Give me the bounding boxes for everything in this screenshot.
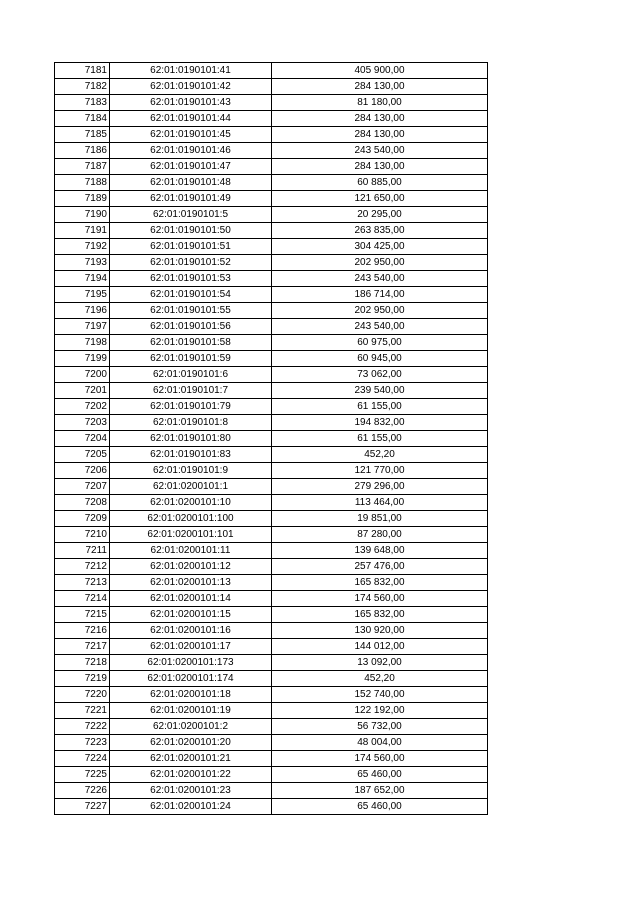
cadastral-number-cell: 62:01:0190101:51 [110, 239, 272, 255]
row-number-cell: 7209 [55, 511, 110, 527]
row-number-cell: 7211 [55, 543, 110, 559]
table-row [55, 623, 488, 639]
cadastral-number-cell: 62:01:0200101:23 [110, 783, 272, 799]
table-row [55, 431, 488, 447]
row-number-cell: 7196 [55, 303, 110, 319]
cadastral-value-table [54, 62, 488, 815]
row-number-cell: 7193 [55, 255, 110, 271]
cadastral-number-cell: 62:01:0190101:53 [110, 271, 272, 287]
cadastral-value-cell: 152 740,00 [272, 687, 488, 703]
row-number-cell: 7190 [55, 207, 110, 223]
cadastral-value-cell: 121 650,00 [272, 191, 488, 207]
cadastral-value-cell: 284 130,00 [272, 127, 488, 143]
table-row [55, 319, 488, 335]
cadastral-value-cell: 202 950,00 [272, 303, 488, 319]
cadastral-number-cell: 62:01:0200101:174 [110, 671, 272, 687]
cadastral-value-cell: 19 851,00 [272, 511, 488, 527]
table-row [55, 607, 488, 623]
row-number-cell: 7205 [55, 447, 110, 463]
cadastral-value-cell: 48 004,00 [272, 735, 488, 751]
row-number-cell: 7189 [55, 191, 110, 207]
table-row [55, 479, 488, 495]
cadastral-value-cell: 56 732,00 [272, 719, 488, 735]
table-row [55, 447, 488, 463]
cadastral-number-cell: 62:01:0200101:11 [110, 543, 272, 559]
cadastral-value-cell: 452,20 [272, 671, 488, 687]
table-row [55, 591, 488, 607]
cadastral-number-cell: 62:01:0200101:101 [110, 527, 272, 543]
row-number-cell: 7187 [55, 159, 110, 175]
table-row [55, 383, 488, 399]
table-row [55, 735, 488, 751]
cadastral-number-cell: 62:01:0190101:46 [110, 143, 272, 159]
cadastral-value-cell: 60 975,00 [272, 335, 488, 351]
cadastral-number-cell: 62:01:0190101:58 [110, 335, 272, 351]
table-row [55, 639, 488, 655]
cadastral-value-cell: 165 832,00 [272, 607, 488, 623]
cadastral-number-cell: 62:01:0200101:16 [110, 623, 272, 639]
row-number-cell: 7186 [55, 143, 110, 159]
table-row [55, 783, 488, 799]
row-number-cell: 7203 [55, 415, 110, 431]
row-number-cell: 7224 [55, 751, 110, 767]
cadastral-number-cell: 62:01:0190101:47 [110, 159, 272, 175]
table-row [55, 207, 488, 223]
cadastral-number-cell: 62:01:0200101:24 [110, 799, 272, 815]
cadastral-value-cell: 405 900,00 [272, 63, 488, 79]
cadastral-number-cell: 62:01:0200101:10 [110, 495, 272, 511]
cadastral-value-cell: 174 560,00 [272, 751, 488, 767]
row-number-cell: 7207 [55, 479, 110, 495]
row-number-cell: 7225 [55, 767, 110, 783]
cadastral-value-cell: 65 460,00 [272, 767, 488, 783]
cadastral-value-cell: 284 130,00 [272, 111, 488, 127]
row-number-cell: 7191 [55, 223, 110, 239]
cadastral-number-cell: 62:01:0200101:20 [110, 735, 272, 751]
cadastral-value-cell: 174 560,00 [272, 591, 488, 607]
cadastral-value-cell: 202 950,00 [272, 255, 488, 271]
table-row [55, 143, 488, 159]
row-number-cell: 7182 [55, 79, 110, 95]
cadastral-value-cell: 243 540,00 [272, 319, 488, 335]
row-number-cell: 7197 [55, 319, 110, 335]
row-number-cell: 7198 [55, 335, 110, 351]
table-row [55, 79, 488, 95]
row-number-cell: 7221 [55, 703, 110, 719]
cadastral-value-cell: 61 155,00 [272, 399, 488, 415]
cadastral-value-cell: 139 648,00 [272, 543, 488, 559]
table-row [55, 239, 488, 255]
cadastral-number-cell: 62:01:0190101:79 [110, 399, 272, 415]
cadastral-value-cell: 239 540,00 [272, 383, 488, 399]
cadastral-value-cell: 60 885,00 [272, 175, 488, 191]
cadastral-value-cell: 20 295,00 [272, 207, 488, 223]
cadastral-number-cell: 62:01:0200101:173 [110, 655, 272, 671]
cadastral-number-cell: 62:01:0190101:54 [110, 287, 272, 303]
cadastral-number-cell: 62:01:0190101:56 [110, 319, 272, 335]
row-number-cell: 7185 [55, 127, 110, 143]
cadastral-value-cell: 60 945,00 [272, 351, 488, 367]
table-row [55, 127, 488, 143]
row-number-cell: 7216 [55, 623, 110, 639]
cadastral-value-cell: 304 425,00 [272, 239, 488, 255]
cadastral-number-cell: 62:01:0190101:59 [110, 351, 272, 367]
row-number-cell: 7201 [55, 383, 110, 399]
cadastral-number-cell: 62:01:0190101:45 [110, 127, 272, 143]
cadastral-number-cell: 62:01:0200101:21 [110, 751, 272, 767]
row-number-cell: 7214 [55, 591, 110, 607]
cadastral-number-cell: 62:01:0190101:55 [110, 303, 272, 319]
cadastral-value-cell: 81 180,00 [272, 95, 488, 111]
row-number-cell: 7204 [55, 431, 110, 447]
row-number-cell: 7217 [55, 639, 110, 655]
table-row [55, 655, 488, 671]
cadastral-number-cell: 62:01:0200101:13 [110, 575, 272, 591]
table-row [55, 495, 488, 511]
cadastral-number-cell: 62:01:0200101:12 [110, 559, 272, 575]
cadastral-number-cell: 62:01:0190101:43 [110, 95, 272, 111]
row-number-cell: 7199 [55, 351, 110, 367]
cadastral-number-cell: 62:01:0190101:42 [110, 79, 272, 95]
table-row [55, 559, 488, 575]
cadastral-number-cell: 62:01:0190101:83 [110, 447, 272, 463]
table-row [55, 543, 488, 559]
row-number-cell: 7181 [55, 63, 110, 79]
table-row [55, 415, 488, 431]
table-row [55, 671, 488, 687]
cadastral-value-cell: 452,20 [272, 447, 488, 463]
cadastral-number-cell: 62:01:0190101:5 [110, 207, 272, 223]
cadastral-value-cell: 257 476,00 [272, 559, 488, 575]
row-number-cell: 7210 [55, 527, 110, 543]
table-row [55, 767, 488, 783]
cadastral-number-cell: 62:01:0190101:6 [110, 367, 272, 383]
table-row [55, 223, 488, 239]
row-number-cell: 7206 [55, 463, 110, 479]
row-number-cell: 7200 [55, 367, 110, 383]
row-number-cell: 7222 [55, 719, 110, 735]
table-row [55, 287, 488, 303]
cadastral-number-cell: 62:01:0190101:52 [110, 255, 272, 271]
table-row [55, 527, 488, 543]
row-number-cell: 7215 [55, 607, 110, 623]
table-row [55, 159, 488, 175]
table-row [55, 703, 488, 719]
row-number-cell: 7183 [55, 95, 110, 111]
cadastral-value-cell: 186 714,00 [272, 287, 488, 303]
cadastral-number-cell: 62:01:0200101:100 [110, 511, 272, 527]
cadastral-value-cell: 284 130,00 [272, 79, 488, 95]
row-number-cell: 7208 [55, 495, 110, 511]
table-row [55, 95, 488, 111]
cadastral-value-cell: 284 130,00 [272, 159, 488, 175]
table-row [55, 255, 488, 271]
table-row [55, 463, 488, 479]
cadastral-number-cell: 62:01:0190101:7 [110, 383, 272, 399]
cadastral-value-cell: 122 192,00 [272, 703, 488, 719]
table-row [55, 303, 488, 319]
cadastral-value-cell: 87 280,00 [272, 527, 488, 543]
cadastral-value-cell: 243 540,00 [272, 143, 488, 159]
cadastral-value-cell: 61 155,00 [272, 431, 488, 447]
row-number-cell: 7227 [55, 799, 110, 815]
cadastral-number-cell: 62:01:0190101:48 [110, 175, 272, 191]
table-row [55, 351, 488, 367]
row-number-cell: 7220 [55, 687, 110, 703]
table-row [55, 367, 488, 383]
cadastral-value-cell: 130 920,00 [272, 623, 488, 639]
row-number-cell: 7188 [55, 175, 110, 191]
cadastral-number-cell: 62:01:0200101:2 [110, 719, 272, 735]
cadastral-value-cell: 187 652,00 [272, 783, 488, 799]
table-body [55, 63, 488, 815]
cadastral-number-cell: 62:01:0200101:1 [110, 479, 272, 495]
cadastral-value-cell: 121 770,00 [272, 463, 488, 479]
cadastral-number-cell: 62:01:0190101:41 [110, 63, 272, 79]
cadastral-value-cell: 263 835,00 [272, 223, 488, 239]
cadastral-value-cell: 165 832,00 [272, 575, 488, 591]
row-number-cell: 7194 [55, 271, 110, 287]
row-number-cell: 7212 [55, 559, 110, 575]
cadastral-value-cell: 144 012,00 [272, 639, 488, 655]
cadastral-value-cell: 65 460,00 [272, 799, 488, 815]
cadastral-number-cell: 62:01:0190101:49 [110, 191, 272, 207]
row-number-cell: 7213 [55, 575, 110, 591]
table-row [55, 799, 488, 815]
table-row [55, 111, 488, 127]
row-number-cell: 7223 [55, 735, 110, 751]
cadastral-value-cell: 194 832,00 [272, 415, 488, 431]
row-number-cell: 7192 [55, 239, 110, 255]
cadastral-value-cell: 243 540,00 [272, 271, 488, 287]
cadastral-number-cell: 62:01:0190101:9 [110, 463, 272, 479]
table-row [55, 511, 488, 527]
table-row [55, 63, 488, 79]
cadastral-number-cell: 62:01:0200101:19 [110, 703, 272, 719]
cadastral-value-cell: 113 464,00 [272, 495, 488, 511]
row-number-cell: 7195 [55, 287, 110, 303]
cadastral-value-cell: 73 062,00 [272, 367, 488, 383]
cadastral-number-cell: 62:01:0200101:17 [110, 639, 272, 655]
table-row [55, 335, 488, 351]
cadastral-number-cell: 62:01:0190101:50 [110, 223, 272, 239]
cadastral-number-cell: 62:01:0200101:22 [110, 767, 272, 783]
table-row [55, 719, 488, 735]
table-row [55, 271, 488, 287]
cadastral-number-cell: 62:01:0200101:18 [110, 687, 272, 703]
cadastral-number-cell: 62:01:0190101:44 [110, 111, 272, 127]
row-number-cell: 7226 [55, 783, 110, 799]
table-row [55, 399, 488, 415]
cadastral-value-cell: 13 092,00 [272, 655, 488, 671]
cadastral-value-cell: 279 296,00 [272, 479, 488, 495]
cadastral-number-cell: 62:01:0190101:8 [110, 415, 272, 431]
row-number-cell: 7184 [55, 111, 110, 127]
table-row [55, 687, 488, 703]
cadastral-number-cell: 62:01:0200101:15 [110, 607, 272, 623]
cadastral-number-cell: 62:01:0200101:14 [110, 591, 272, 607]
table-row [55, 191, 488, 207]
table-row [55, 751, 488, 767]
row-number-cell: 7219 [55, 671, 110, 687]
cadastral-number-cell: 62:01:0190101:80 [110, 431, 272, 447]
table-row [55, 575, 488, 591]
row-number-cell: 7202 [55, 399, 110, 415]
table-row [55, 175, 488, 191]
row-number-cell: 7218 [55, 655, 110, 671]
